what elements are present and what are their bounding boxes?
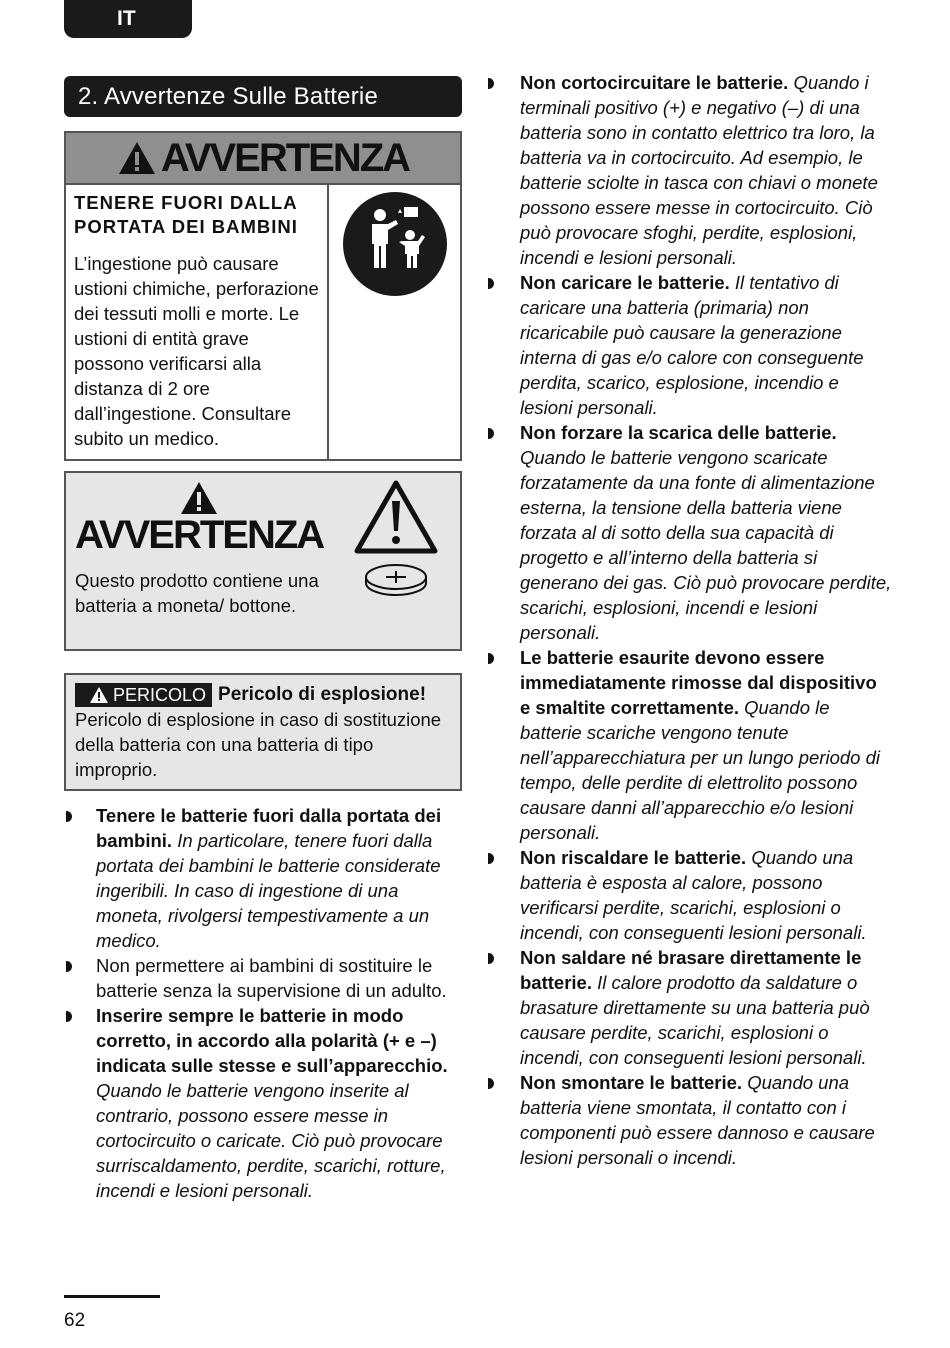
- language-tab: IT: [64, 0, 192, 38]
- list-item: [486, 420, 892, 645]
- bullet-bold-text: Non forzare la scarica delle batterie.: [520, 422, 837, 443]
- warning-triangle-icon: [117, 140, 157, 176]
- list-item: [486, 70, 892, 270]
- bullet-italic-text: Quando una batteria è esposta al calore, possono verificarsi perdite, scarichi, esplosioni o incendi, con conseguenti lesioni personali.: [520, 847, 867, 943]
- bullet-italic-text: Il calore prodotto da saldature o brasature direttamente su una batteria può causare perdite, scarichi, esplosioni o incendi, con conseguenti lesioni personali.: [520, 972, 870, 1068]
- warning-triangle-icon: [180, 481, 218, 515]
- bullet-bold-text: Inserire sempre le batterie in modo corretto, in accordo alla polarità (+ e –) indicata sulle stesse e sull’apparecchio.: [96, 1005, 448, 1076]
- list-item: [486, 270, 892, 420]
- bullet-italic-text: Quando i terminali positivo (+) e negativo (–) di una batteria sono in contatto elettrico tra loro, la batteria va in cortocircuito. Ad esempio, le batterie sciolte in tasca con chiavi o monete possono essere messe in cortocircuito. Ciò può provocare sfoghi, perdite, esplosioni, incendi e lesioni personali.: [520, 72, 878, 268]
- warning-caps-line2: PORTATA DEI BAMBINI: [74, 216, 298, 237]
- bullet-italic-text: In particolare, tenere fuori dalla portata dei bambini le batterie considerate ingeribili. In caso di ingestione di una moneta, rivolgersi tempestivamente a un medico.: [96, 830, 441, 951]
- bullet-bold-text: Tenere le batterie fuori dalla portata dei bambini.: [96, 805, 442, 851]
- list-item: [64, 1003, 462, 1203]
- bullet-bold-text: Non saldare né brasare direttamente le batterie.: [520, 947, 862, 993]
- bullet-bold-text: Non riscaldare le batterie.: [520, 847, 747, 868]
- list-item: [486, 845, 892, 945]
- warning-heading-bar: [66, 133, 460, 185]
- warning-body: Questo prodotto contiene una batteria a moneta/ bottone.: [75, 570, 319, 616]
- right-bullet-list: [486, 70, 892, 1170]
- coin-battery-icon: [364, 561, 428, 597]
- warning-body: L’ingestione può causare ustioni chimiche, perforazione dei tessuti molli e morte. Le ustioni di entità grave possono verificarsi alla distanza di 2 ore dall’ingestione. Consultare subito un medico.: [74, 253, 319, 449]
- keep-away-from-children-icon: [342, 191, 448, 297]
- list-item: [64, 803, 462, 953]
- list-item: [486, 645, 892, 845]
- danger-badge-label: PERICOLO: [113, 684, 207, 705]
- warning-heading: AVVERTENZA: [160, 135, 410, 180]
- bullet-italic-text: Quando una batteria viene smontata, il contatto con i componenti può essere dannoso e causare lesioni personali o incendi.: [520, 1072, 875, 1168]
- bullet-italic-text: Quando le batterie vengono inserite al contrario, possono essere messe in cortocircuito o caricate. Ciò può provocare surriscaldamento, perdite, scarichi, rotture, incendi e lesioni personali.: [96, 1080, 446, 1201]
- bullet-bold-text: Non caricare le batterie.: [520, 272, 730, 293]
- left-column: [64, 76, 462, 1203]
- right-column: [486, 70, 892, 1170]
- danger-title: Pericolo di esplosione!: [218, 684, 427, 705]
- list-item: [64, 953, 462, 1003]
- footer-rule: [64, 1295, 160, 1298]
- bullet-bold-text: Le batterie esaurite devono essere immediatamente rimosse dal dispositivo e smaltite correttamente.: [520, 647, 877, 718]
- bullet-italic-text: Quando le batterie vengono scaricate forzatamente da una fonte di alimentazione esterna, la tensione della batteria viene forzata al di sotto della sua capacità di progetto e all’interno della batteria si generano dei gas. Ciò può provocare perdite, scarichi, esplosioni, incendi e lesioni personali.: [520, 447, 892, 643]
- left-bullet-list: [64, 803, 462, 1203]
- list-item: [486, 1070, 892, 1170]
- danger-badge: [75, 683, 212, 707]
- bullet-italic-text: Il tentativo di caricare una batteria (primaria) non ricaricabile può causare la generazione interna di gas e/o calore con conseguente perdita, scarico, esplosione, incendio e lesioni personali.: [520, 272, 864, 418]
- warning-box-coin-battery: [64, 471, 462, 651]
- bullet-bold-text: Non smontare le batterie.: [520, 1072, 743, 1093]
- section-title: 2. Avvertenze Sulle Batterie: [64, 76, 462, 117]
- warning-triangle-outline-icon: [353, 479, 439, 555]
- warning-box-children: [64, 131, 462, 461]
- danger-body: Pericolo di esplosione in caso di sostituzione della batteria con una batteria di tipo improprio.: [75, 709, 442, 780]
- danger-box: [64, 673, 462, 791]
- warning-heading: AVVERTENZA: [75, 513, 324, 557]
- bullet-bold-text: Non cortocircuitare le batterie.: [520, 72, 789, 93]
- warning-caps-line1: TENERE FUORI DALLA: [74, 192, 298, 213]
- list-item: [486, 945, 892, 1070]
- bullet-plain-text: Non permettere ai bambini di sostituire le batterie senza la supervisione di un adulto.: [96, 955, 447, 1001]
- warning-triangle-icon: [89, 686, 109, 704]
- bullet-italic-text: Quando le batterie scariche vengono tenute nell’apparecchiatura per un lungo periodo di tempo, delle perdite di elettrolito possono causare danni all’apparecchio e/o lesioni personali.: [520, 697, 880, 843]
- page-number: 62: [64, 1310, 86, 1331]
